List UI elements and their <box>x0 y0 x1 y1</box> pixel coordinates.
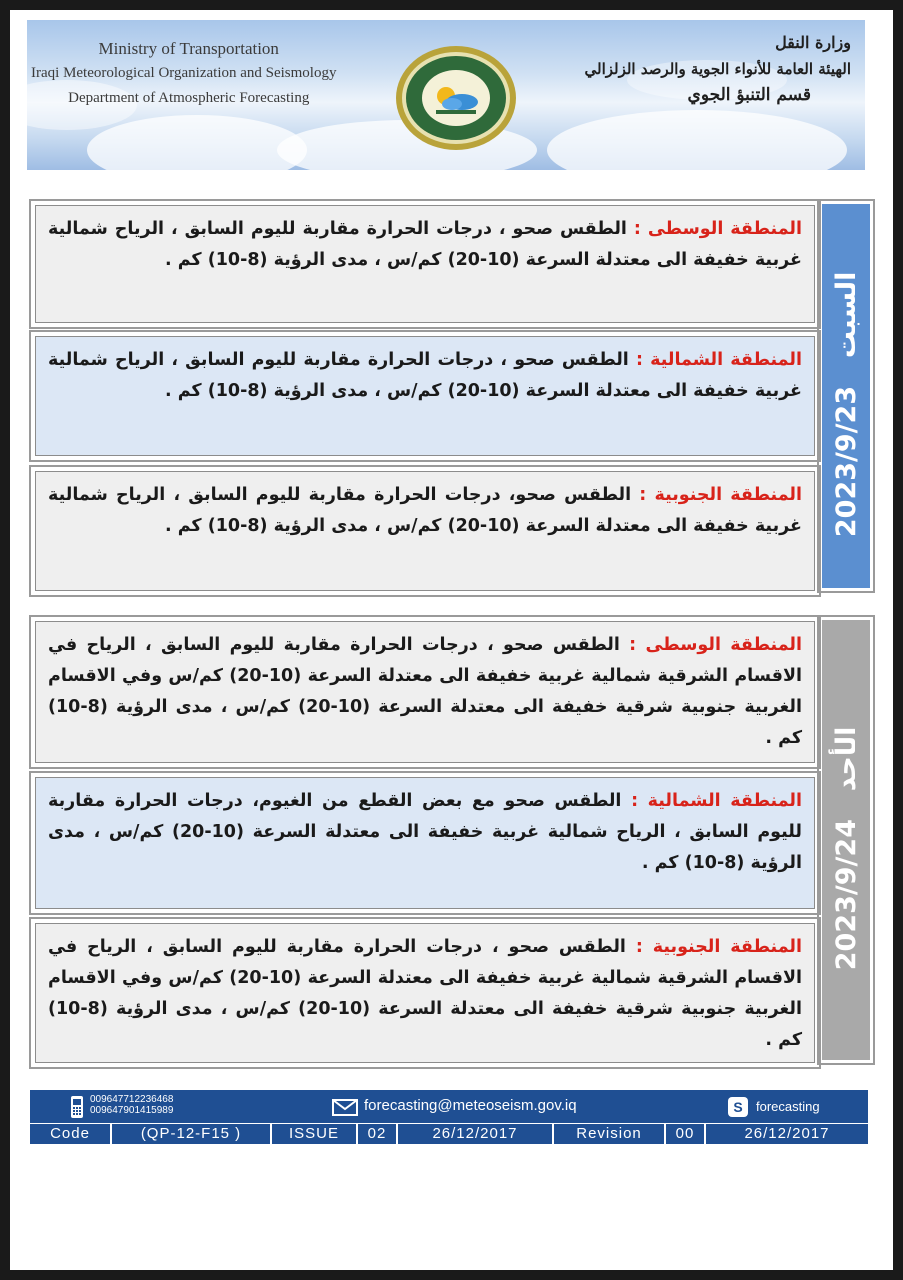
forecast-body: الطقس صحو ، درجات الحرارة مقاربة لليوم السابق ، الرياح شمالية غربية خفيفة الى معتدلة السرعة (10-20) كم/س ، مدى الرؤية (8-10) كم . <box>48 350 802 401</box>
revision-label: Revision <box>554 1124 666 1144</box>
footer-contact-bar <box>30 1090 868 1123</box>
organization-ar: الهيئة العامة للأنواء الجوية والرصد الزلزالي <box>584 60 851 78</box>
day-name: السبت <box>830 272 862 359</box>
date-value: 2023/9/23 <box>830 386 862 538</box>
forecast-card-day1-central <box>29 199 821 329</box>
header-english <box>31 36 337 111</box>
organization-logo-icon <box>394 44 518 152</box>
skype-account[interactable]: forecasting <box>756 1099 820 1114</box>
code-value: (QP-12-F15 ) <box>112 1124 272 1144</box>
forecast-card-day1-south <box>29 465 821 597</box>
forecast-card-day2-north <box>29 771 821 915</box>
phone-1[interactable]: 009647712236468 <box>90 1094 174 1105</box>
forecast-body: الطقس صحو، درجات الحرارة مقاربة لليوم السابق ، الرياح شمالية غربية خفيفة الى معتدلة السرعة (10-20) كم/س ، مدى الرؤية (8-10) كم . <box>48 485 802 536</box>
forecast-body: الطقس صحو ، درجات الحرارة مقاربة لليوم السابق ، الرياح في الاقسام الشرقية شمالية غربية خفيفة الى معتدلة السرعة (10-20) كم/س وفي الاقسام الغربية جنوبية شرقية خفيفة الى معتدلة السرعة (10-20) كم/س ، مدى الرؤية (8-10) كم . <box>48 937 803 1050</box>
region-label: المنطقة الشمالية : <box>631 791 802 811</box>
svg-text:S: S <box>733 1099 743 1115</box>
code-label: Code <box>30 1124 112 1144</box>
mail-icon <box>332 1099 358 1116</box>
forecast-text <box>35 621 815 763</box>
phone-numbers <box>90 1094 173 1116</box>
department-ar: قسم التنبؤ الجوي <box>687 85 811 105</box>
phone-icon <box>70 1095 84 1119</box>
forecast-body: الطقس صحو ، درجات الحرارة مقاربة لليوم السابق ، الرياح شمالية غربية خفيفة الى معتدلة السرعة (10-20) كم/س ، مدى الرؤية (8-10) كم . <box>48 219 802 270</box>
forecast-text <box>35 923 815 1063</box>
email-address[interactable]: forecasting@meteoseism.gov.iq <box>364 1097 577 1114</box>
issue-number: 02 <box>358 1124 398 1144</box>
issue-date: 26/12/2017 <box>398 1124 554 1144</box>
ministry-ar: وزارة النقل <box>775 33 851 52</box>
forecast-text <box>35 777 815 909</box>
region-label: المنطقة الوسطى : <box>633 219 802 239</box>
region-label: المنطقة الوسطى : <box>629 635 802 655</box>
date-bar-day2 <box>817 615 875 1065</box>
issue-label: ISSUE <box>272 1124 358 1144</box>
forecast-card-day2-south <box>29 917 821 1069</box>
ministry-en: Ministry of Transportation <box>98 39 279 58</box>
forecast-card-day2-central <box>29 615 821 769</box>
header-banner <box>27 20 865 170</box>
phone-2[interactable]: 009647901415989 <box>90 1105 174 1116</box>
region-label: المنطقة الشمالية : <box>635 350 802 370</box>
forecast-text <box>35 205 815 323</box>
forecast-body: الطقس صحو ، درجات الحرارة مقاربة لليوم السابق ، الرياح في الاقسام الشرقية شمالية غربية خفيفة الى معتدلة السرعة (10-20) كم/س وفي الاقسام الغربية جنوبية شرقية خفيفة الى معتدلة السرعة (10-20) كم/س ، مدى الرؤية (8-10) كم . <box>48 635 803 748</box>
forecast-body: الطقس صحو مع بعض القطع من الغيوم، درجات الحرارة مقاربة لليوم السابق ، الرياح شمالية غربية خفيفة الى معتدلة السرعة (10-20) كم/س ، مدى الرؤية (8-10) كم . <box>48 791 802 873</box>
header-arabic <box>585 30 852 108</box>
footer-document-code-bar <box>30 1124 868 1144</box>
date-label <box>831 709 862 970</box>
department-en: Department of Atmospheric Forecasting <box>68 90 310 106</box>
date-bar-day1 <box>817 199 875 593</box>
revision-date: 26/12/2017 <box>744 1125 830 1142</box>
date-label <box>831 254 862 537</box>
date-bar-fill <box>822 204 870 588</box>
region-label: المنطقة الجنوبية : <box>639 485 802 505</box>
date-bar-fill <box>822 620 870 1060</box>
revision-number: 00 <box>666 1124 706 1144</box>
region-label: المنطقة الجنوبية : <box>635 937 803 957</box>
date-value: 2023/9/24 <box>830 819 862 971</box>
skype-icon <box>727 1096 749 1118</box>
forecast-card-day1-north <box>29 330 821 462</box>
forecast-text <box>35 471 815 591</box>
day-name: الأحد <box>830 727 862 792</box>
organization-en: Iraqi Meteorological Organization and Seismology <box>31 65 337 81</box>
forecast-text <box>35 336 815 456</box>
